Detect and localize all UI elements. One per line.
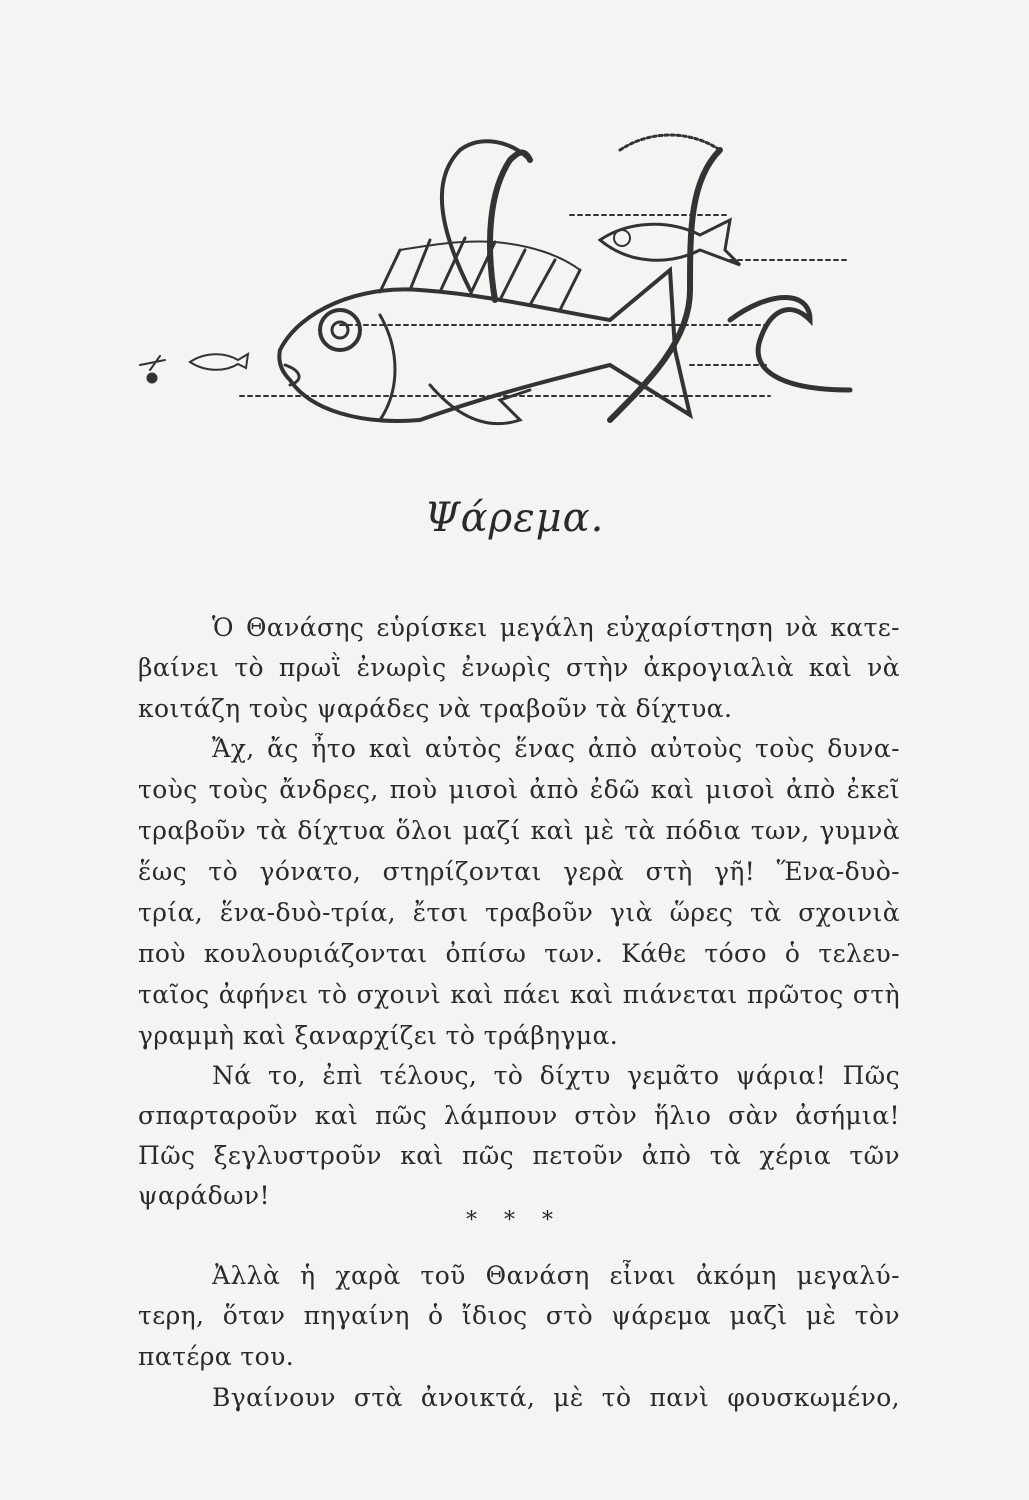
text-line: σπαρταροῦν καὶ πῶς λάμπουν στὸν ἥλιο σὰν ἀσήμια! [138,1101,900,1130]
text-line: βαίνει τὸ πρωῒ ἐνωρὶς ἐνωρὶς στὴν ἀκρογιαλιὰ καὶ νὰ [138,653,900,682]
text-line: ἕως τὸ γόνατο, στηρίζονται γερὰ στὴ γῆ! Ἕνα-δυὸ- [138,857,900,886]
text-line: ταῖος ἀφήνει τὸ σχοινὶ καὶ πάει καὶ πιάνεται πρῶτος στὴ [138,980,900,1009]
text-line: Ἀλλὰ ἡ χαρὰ τοῦ Θανάση εἶναι ἀκόμη μεγαλύ- [212,1261,900,1290]
seaweed [620,135,720,150]
text-line: Πῶς ξεγλυστροῦν καὶ πῶς πετοῦν ἀπὸ τὰ χέρια τῶν [138,1141,900,1170]
text-line: Ὁ Θανάσης εὑρίσκει μεγάλη εὐχαρίστηση νὰ κατε- [212,613,900,642]
seaweed [730,298,850,391]
text-line: τρία, ἕνα-δυὸ-τρία, ἔτσι τραβοῦν γιὰ ὥρες τὰ σχοινιὰ [138,898,900,927]
text-line: γραμμὴ καὶ ξαναρχίζει τὸ τράβηγμα. [138,1021,619,1050]
chapter-title: Ψάρεμα. [424,495,605,541]
tiny-fish [190,354,248,370]
text-line: τοὺς τοὺς ἄνδρες, ποὺ μισοὶ ἀπὸ ἐδῶ καὶ μισοὶ ἀπὸ ἐκεῖ [138,775,900,804]
text-line: τραβοῦν τὰ δίχτυα ὅλοι μαζί καὶ μὲ τὰ πόδια των, γυμνὰ [138,816,900,845]
fish-eye [320,310,360,350]
text-line: Νά το, ἐπὶ τέλους, τὸ δίχτυ γεμᾶτο ψάρια! Πῶς [212,1061,900,1090]
text-line: κοιτάζη τοὺς ψαράδες νὰ τραβοῦν τὰ δίχτυα. [138,694,733,723]
section-separator: * * * [466,1208,563,1233]
text-line: τερη, ὅταν πηγαίνη ὁ ἴδιος στὸ ψάρεμα μαζὶ μὲ τὸν [138,1301,900,1330]
text-line: ποὺ κουλουριάζονται ὀπίσω των. Κάθε τόσο ὁ τελευ- [138,939,900,968]
text-line: ψαράδων! [138,1181,270,1210]
text-line: Βγαίνουν στὰ ἀνοικτά, μὲ τὸ πανὶ φουσκωμένο, [212,1383,900,1412]
text-line: Ἄχ, ἄς ἦτο καὶ αὐτὸς ἕνας ἀπὸ αὐτοὺς τοὺς δυνα- [212,734,900,763]
fish-illustration [130,120,890,450]
seaweed [610,150,720,420]
text-line: πατέρα του. [138,1342,295,1371]
small-fish [600,220,740,265]
